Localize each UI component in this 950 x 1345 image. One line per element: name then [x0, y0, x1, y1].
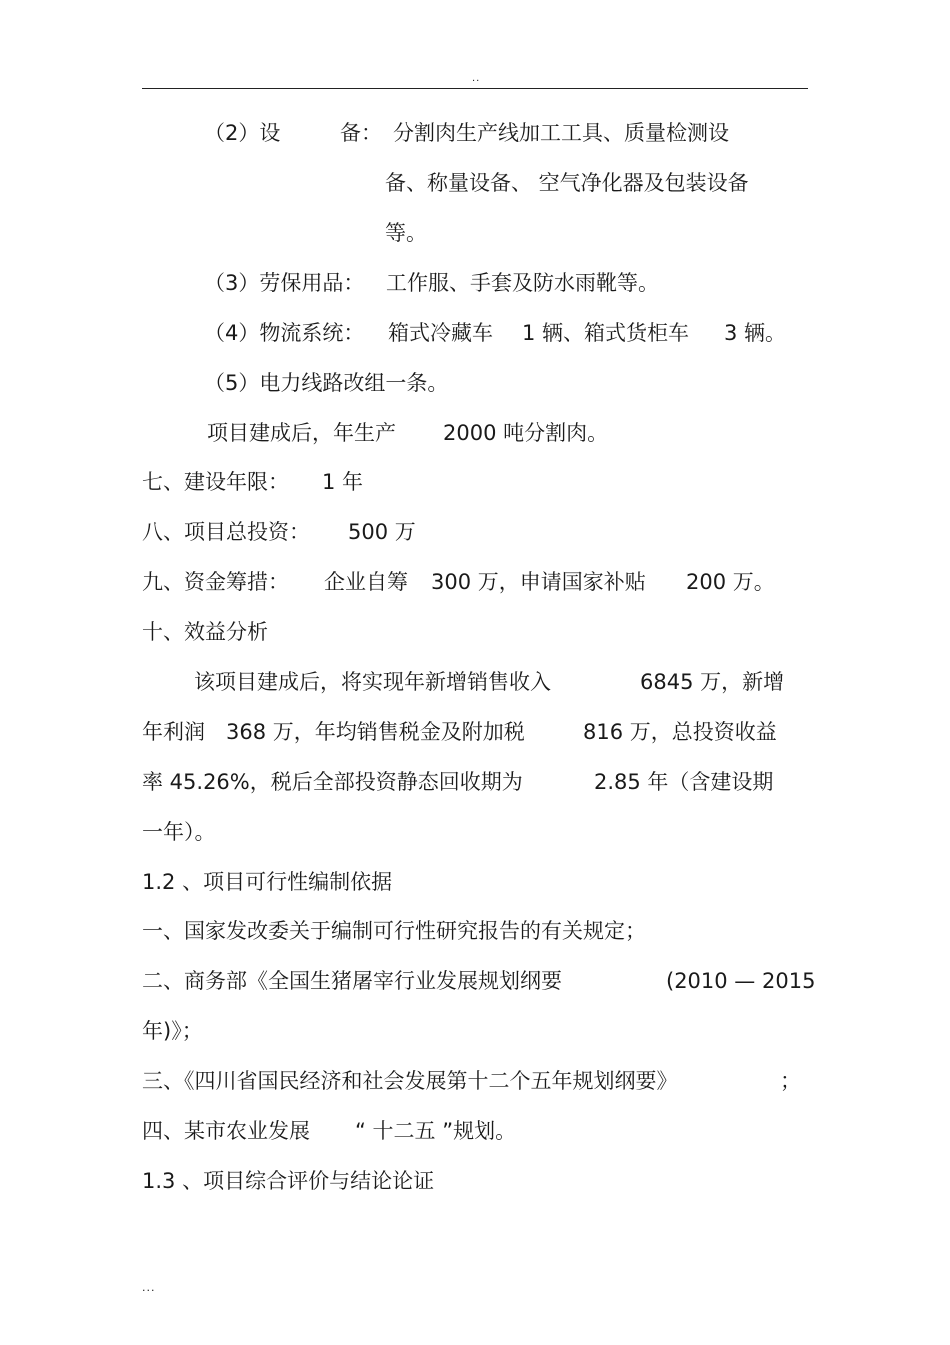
header-rule	[142, 88, 808, 89]
power-line-item: （5）电力线路改组一条。	[204, 371, 449, 395]
basis-item-4b: “ 十二五 ”规划。	[355, 1119, 517, 1143]
benefit-para-line-2a: 年利润	[142, 720, 205, 744]
benefit-para-line-2c: 816 万，总投资收益	[583, 720, 777, 744]
labor-protection-text: 工作服、手套及防水雨靴等。	[386, 271, 659, 295]
output-text-b: 2000 吨分割肉。	[443, 421, 609, 445]
section-7-label: 七、建设年限：	[142, 470, 289, 494]
section-7-value: 1 年	[322, 470, 364, 494]
benefit-para-line-3b: 2.85 年（含建设期	[594, 770, 774, 794]
basis-item-3a: 三、《四川省国民经济和社会发展第十二个五年规划纲要》	[142, 1069, 678, 1093]
heading-1-2: 1.2 、项目可行性编制依据	[142, 870, 393, 894]
section-9-text-b: 300 万，申请国家补贴	[431, 570, 646, 594]
logistics-text-2: 1 辆、箱式货柜车	[522, 321, 690, 345]
heading-1-3: 1.3 、项目综合评价与结论论证	[142, 1169, 435, 1193]
basis-item-2a: 二、商务部《全国生猪屠宰行业发展规划纲要	[142, 969, 562, 993]
basis-item-1: 一、国家发改委关于编制可行性研究报告的有关规定；	[142, 919, 646, 943]
section-10-title: 十、效益分析	[142, 620, 268, 644]
benefit-para-line-1a: 该项目建成后，将实现年新增销售收入	[194, 670, 551, 694]
section-8-value: 500 万	[348, 520, 416, 544]
basis-item-2b: (2010 — 2015	[666, 969, 816, 993]
benefit-para-line-2b: 368 万，年均销售税金及附加税	[226, 720, 525, 744]
header-mark: ..	[472, 73, 481, 84]
footer-mark: ...	[142, 1281, 156, 1294]
basis-item-2c: 年)》；	[142, 1019, 203, 1043]
benefit-para-line-3a: 率 45.26%，税后全部投资静态回收期为	[142, 770, 523, 794]
basis-item-4a: 四、某市农业发展	[142, 1119, 310, 1143]
equipment-label: （2）设	[204, 121, 281, 145]
equipment-text-line-1: 分割肉生产线加工工具、质量检测设	[393, 121, 729, 145]
section-9-text-c: 200 万。	[686, 570, 775, 594]
section-9-label: 九、资金筹措：	[142, 570, 289, 594]
benefit-para-line-1b: 6845 万，新增	[640, 670, 785, 694]
equipment-label-end: 备：	[340, 121, 382, 145]
output-text-a: 项目建成后，年生产	[207, 421, 396, 445]
logistics-text-3: 3 辆。	[724, 321, 787, 345]
benefit-para-line-4: 一年）。	[142, 820, 216, 844]
logistics-text-1: 箱式冷藏车	[388, 321, 493, 345]
labor-protection-label: （3）劳保用品：	[204, 271, 365, 295]
logistics-label: （4）物流系统：	[204, 321, 365, 345]
basis-item-3b: ；	[780, 1069, 801, 1093]
section-8-label: 八、项目总投资：	[142, 520, 310, 544]
equipment-text-line-3: 等。	[385, 221, 427, 245]
section-9-text-a: 企业自筹	[324, 570, 408, 594]
equipment-text-line-2: 备、称量设备、 空气净化器及包装设备	[385, 171, 749, 195]
